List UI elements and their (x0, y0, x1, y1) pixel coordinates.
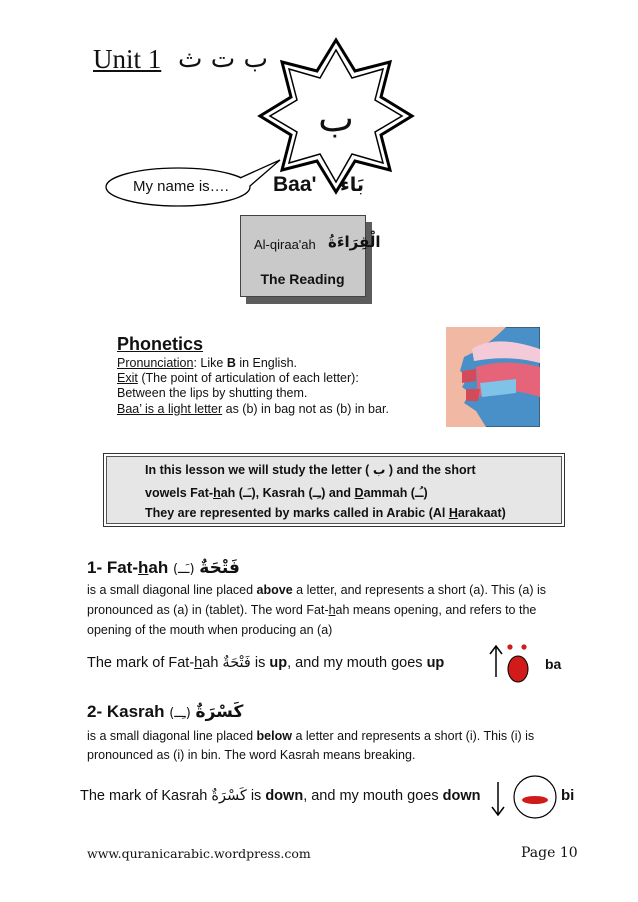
fathah-desc-1: is a small diagonal line placed above a letter, and represents a short (a). This (a) is (87, 583, 547, 597)
letter-name-arabic: بَاء (340, 174, 364, 196)
fathah-sound: ba (545, 656, 562, 672)
fathah-mark-line: The mark of Fat-hah فَتْحَةٌ is up, and my mouth goes up (87, 655, 445, 671)
smile-mouth-icon (512, 774, 558, 820)
kasrah-sound: bi (561, 787, 575, 804)
pronunciation-line: Pronunciation: Like B in English. (117, 356, 297, 370)
fathah-desc-2: pronounced as (a) in (tablet). The word Fat-hah means opening, and refers to the (87, 603, 537, 617)
star-letter: ب (318, 96, 354, 140)
arrow-down-icon (490, 780, 506, 818)
reading-arabic: الْقِرَاءَةُ (328, 233, 381, 251)
phonetics-heading: Phonetics (117, 334, 204, 354)
open-mouth-icon (504, 643, 532, 683)
light-letter-line: Baa’ is a light letter as (b) in bag not as (b) in bar. (117, 402, 389, 416)
unit-letters: ب ت ث (178, 44, 268, 74)
kasrah-desc-1: is a small diagonal line placed below a letter and represents a short (i). This (i) is (87, 729, 535, 743)
lesson-line-3: They are represented by marks called in Arabic (Al Harakaat) (145, 506, 506, 520)
kasrah-desc-2: pronounced as (i) in bin. The word Kasrah means breaking. (87, 748, 416, 762)
letter-name: Baa' (273, 173, 317, 196)
fathah-desc-3: opening of the mouth when producing an (a) (87, 623, 333, 637)
fathah-heading: 1- Fat-hah فَتْحَةٌ (ـَــ) (87, 558, 240, 578)
articulation-line: Between the lips by shutting them. (117, 386, 308, 400)
unit-title: Unit 1 (93, 44, 162, 74)
speech-text: My name is…. (133, 178, 229, 195)
page-number: Page 10 (521, 845, 578, 861)
kasrah-heading: 2- Kasrah كَسْرَةٌ (ـِــ) (87, 702, 244, 722)
lesson-line-1: In this lesson we will study the letter ( ب ) and the short (145, 462, 476, 477)
mouth-cross-section-image (446, 327, 540, 427)
footer-url[interactable]: www.quranicarabic.wordpress.com (87, 846, 311, 861)
reading-label: Al-qiraa'ah (254, 237, 316, 252)
arrow-up-icon (488, 644, 504, 678)
exit-line: Exit (The point of articulation of each letter): (117, 371, 359, 385)
reading-title: The Reading (260, 271, 345, 287)
kasrah-mark-line: The mark of Kasrah كَسْرَةٌ is down, and my mouth goes down (80, 788, 481, 804)
lesson-line-2: vowels Fat-hah (ـَـ), Kasrah (ـِـ) and Dammah (ـُـ) (145, 485, 428, 500)
